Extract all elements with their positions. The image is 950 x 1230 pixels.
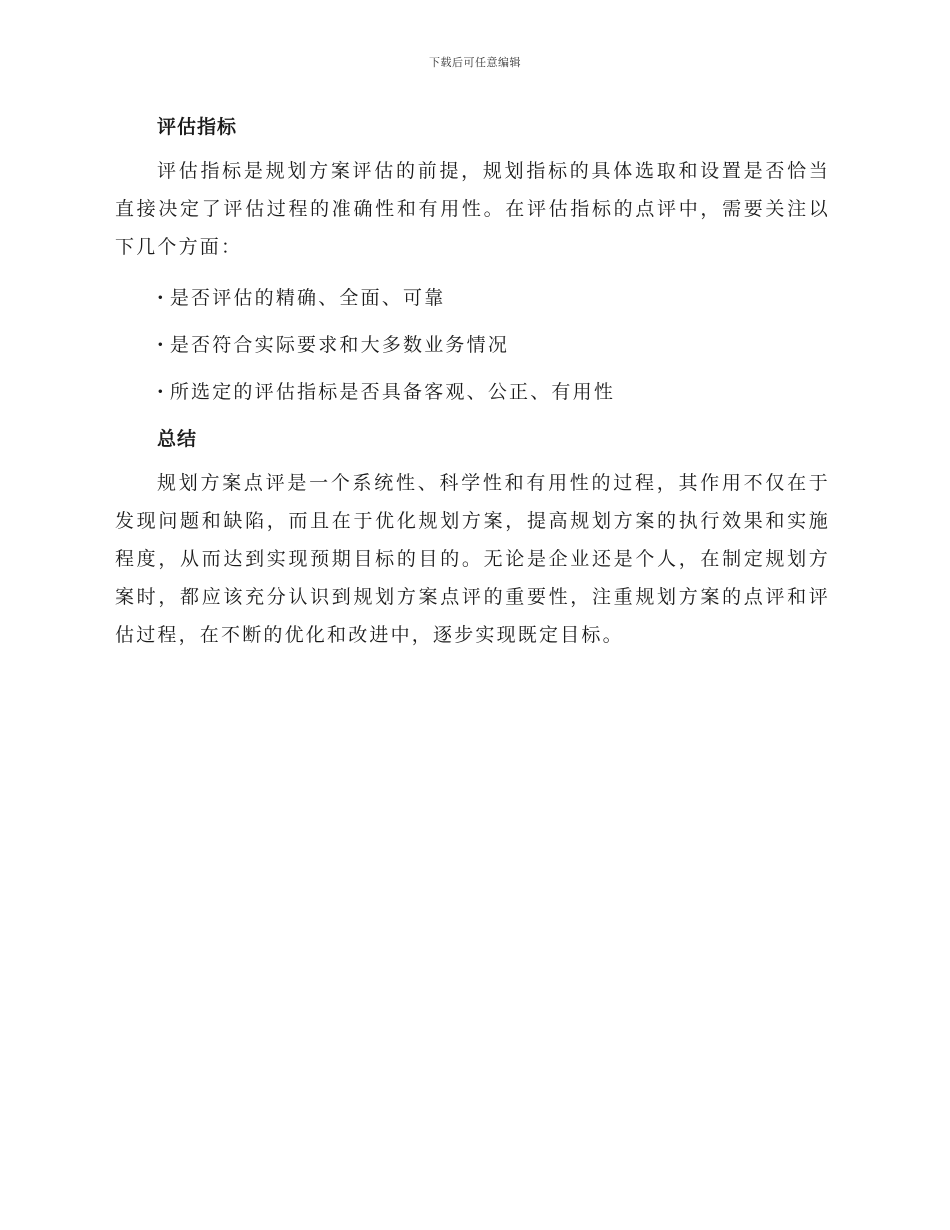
bullet-dot-icon: · — [157, 287, 166, 309]
bullet-item — [157, 322, 830, 369]
bullet-text: 是否符合实际要求和大多数业务情况 — [169, 334, 510, 356]
bullet-item — [157, 275, 830, 322]
bullet-dot-icon: · — [157, 334, 166, 356]
section-summary — [115, 422, 830, 654]
section-evaluation-metrics — [115, 110, 830, 416]
section-heading: 评估指标 — [157, 116, 238, 138]
page-header: 下载后可任意编辑 — [429, 56, 521, 69]
bullet-item — [157, 369, 830, 416]
bullet-list — [115, 275, 830, 416]
bullet-text: 所选定的评估指标是否具备客观、公正、有用性 — [169, 381, 616, 403]
section-paragraph: 规划方案点评是一个系统性、科学性和有用性的过程，其作用不仅在于发现问题和缺陷，而且在于优化规划方案，提高规划方案的执行效果和实施程度，从而达到实现预期目标的目的。无论是企业还是个人，在制定规划方案时，都应该充分认识到规划方案点评的重要性，注重规划方案的点评和评估过程，在不断的优化和改进中，逐步实现既定目标。 — [115, 472, 830, 646]
bullet-text: 是否评估的精确、全面、可靠 — [169, 287, 446, 309]
document-body — [115, 110, 830, 654]
bullet-dot-icon: · — [157, 381, 166, 403]
section-heading: 总结 — [157, 428, 198, 450]
section-paragraph: 评估指标是规划方案评估的前提，规划指标的具体选取和设置是否恰当直接决定了评估过程的准确性和有用性。在评估指标的点评中，需要关注以下几个方面： — [115, 160, 830, 258]
